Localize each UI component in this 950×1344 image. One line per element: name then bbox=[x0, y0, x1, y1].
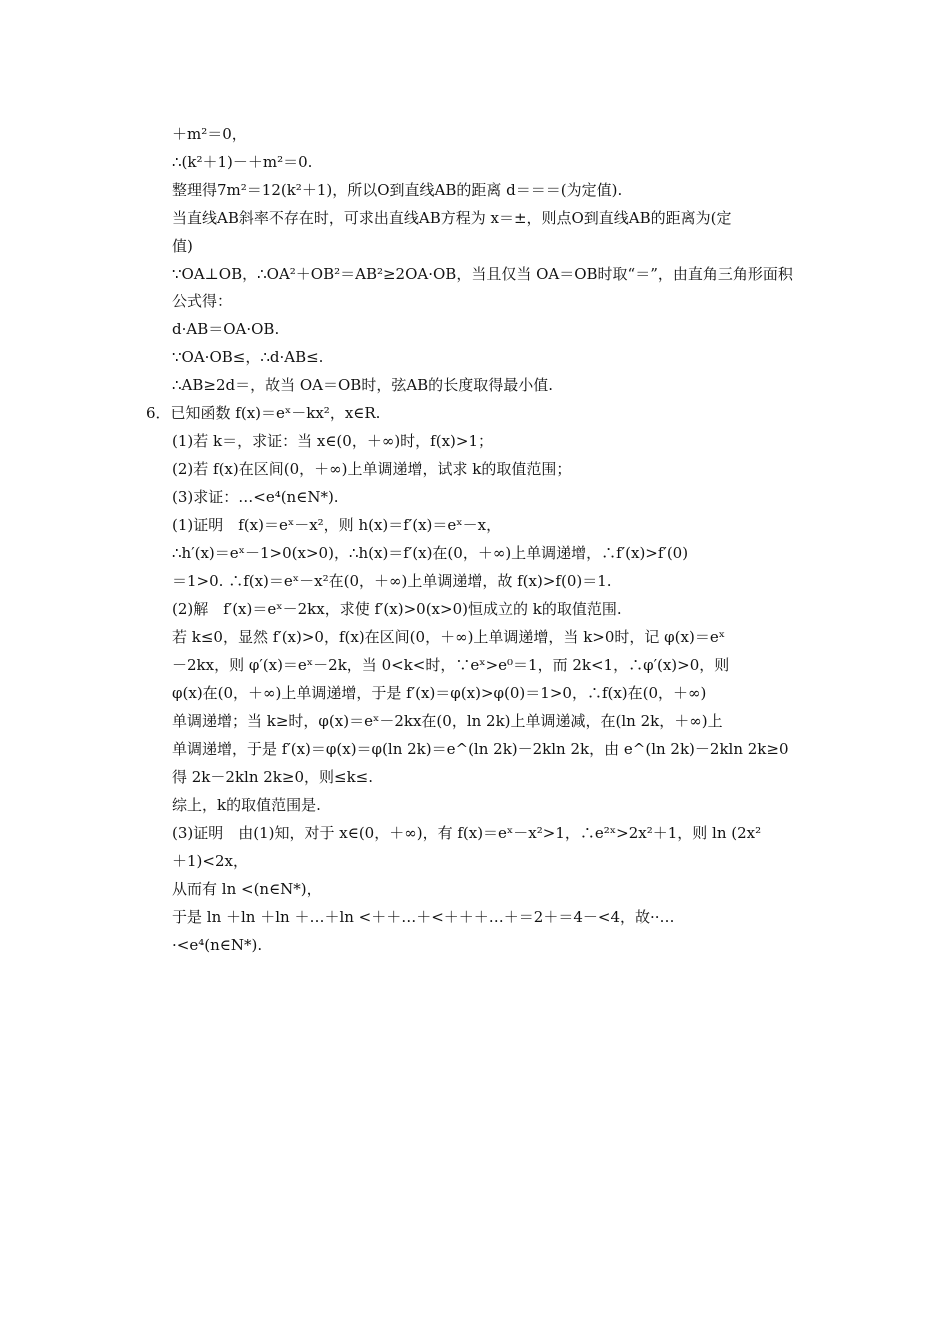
text-line: 公式得： bbox=[172, 292, 233, 310]
text-line: 从而有 ln <(n∈N*)， bbox=[172, 880, 322, 898]
text-line: 单调递增；当 k≥时，φ(x)＝eˣ－2kx在(0，ln 2k)上单调递减，在(ln 2k，＋∞)上 bbox=[172, 712, 723, 730]
text-line: ·<e⁴(n∈N*). bbox=[172, 936, 263, 954]
text-line: ∴(k²＋1)－＋m²＝0. bbox=[172, 153, 313, 171]
text-line: 于是 ln ＋ln ＋ln ＋…＋ln <＋＋…＋<＋＋＋…＋＝2＋＝4－<4，故··… bbox=[172, 908, 675, 926]
text-line: 当直线AB斜率不存在时，可求出直线AB方程为 x＝±，则点O到直线AB的距离为(定 bbox=[172, 209, 732, 227]
text-line: (3)证明 由(1)知，对于 x∈(0，＋∞)，有 f(x)＝eˣ－x²>1，∴e²ˣ>2x²＋1，则 ln (2x² bbox=[172, 824, 762, 842]
text-line: ＝1>0. ∴f(x)＝eˣ－x²在(0，＋∞)上单调递增，故 f(x)>f(0)＝1. bbox=[172, 572, 612, 590]
text-line: 整理得7m²＝12(k²＋1)，所以O到直线AB的距离 d＝＝＝(为定值). bbox=[172, 181, 623, 199]
text-line: －2kx，则 φ′(x)＝eˣ－2k，当 0<k<时，∵eˣ>e⁰＝1，而 2k<1，∴φ′(x)>0，则 bbox=[172, 656, 730, 674]
problem-heading: 6．已知函数 f(x)＝eˣ－kx²，x∈R. bbox=[146, 404, 381, 422]
text-line: ＋m²＝0， bbox=[172, 125, 247, 143]
text-line: (1)若 k＝，求证：当 x∈(0，＋∞)时，f(x)>1； bbox=[172, 432, 494, 450]
text-line: ∴AB≥2d＝，故当 OA＝OB时，弦AB的长度取得最小值. bbox=[172, 376, 553, 394]
text-line: 得 2k－2kln 2k≥0，则≤k≤. bbox=[172, 768, 373, 786]
text-line: 综上，k的取值范围是. bbox=[172, 796, 321, 814]
text-line: 单调递增，于是 f′(x)＝φ(x)＝φ(ln 2k)＝e^(ln 2k)－2kln 2k，由 e^(ln 2k)－2kln 2k≥0 bbox=[172, 740, 789, 758]
text-line: 值) bbox=[172, 237, 193, 255]
text-line: 若 k≤0，显然 f′(x)>0，f(x)在区间(0，＋∞)上单调递增，当 k>0时，记 φ(x)＝eˣ bbox=[172, 628, 726, 646]
text-line: φ(x)在(0，＋∞)上单调递增，于是 f′(x)＝φ(x)>φ(0)＝1>0，∴f(x)在(0，＋∞) bbox=[172, 684, 707, 702]
text-line: ＋1)<2x， bbox=[172, 852, 248, 870]
text-line: d·AB＝OA·OB. bbox=[172, 320, 280, 338]
text-line: ∵OA⊥OB，∴OA²＋OB²＝AB²≥2OA·OB，当且仅当 OA＝OB时取“＝”，由直角三角形面积 bbox=[172, 265, 793, 283]
text-line: (2)解 f′(x)＝eˣ－2kx，求使 f′(x)>0(x>0)恒成立的 k的取值范围. bbox=[172, 600, 622, 618]
text-line: ∴h′(x)＝eˣ－1>0(x>0)，∴h(x)＝f′(x)在(0，＋∞)上单调递增，∴f′(x)>f′(0) bbox=[172, 544, 689, 562]
text-line: (3)求证：…<e⁴(n∈N*). bbox=[172, 488, 339, 506]
text-line: ∵OA·OB≤，∴d·AB≤. bbox=[172, 348, 324, 366]
text-line: (1)证明 f(x)＝eˣ－x²，则 h(x)＝f′(x)＝eˣ－x， bbox=[172, 516, 502, 534]
text-line: (2)若 f(x)在区间(0，＋∞)上单调递增，试求 k的取值范围； bbox=[172, 460, 572, 478]
